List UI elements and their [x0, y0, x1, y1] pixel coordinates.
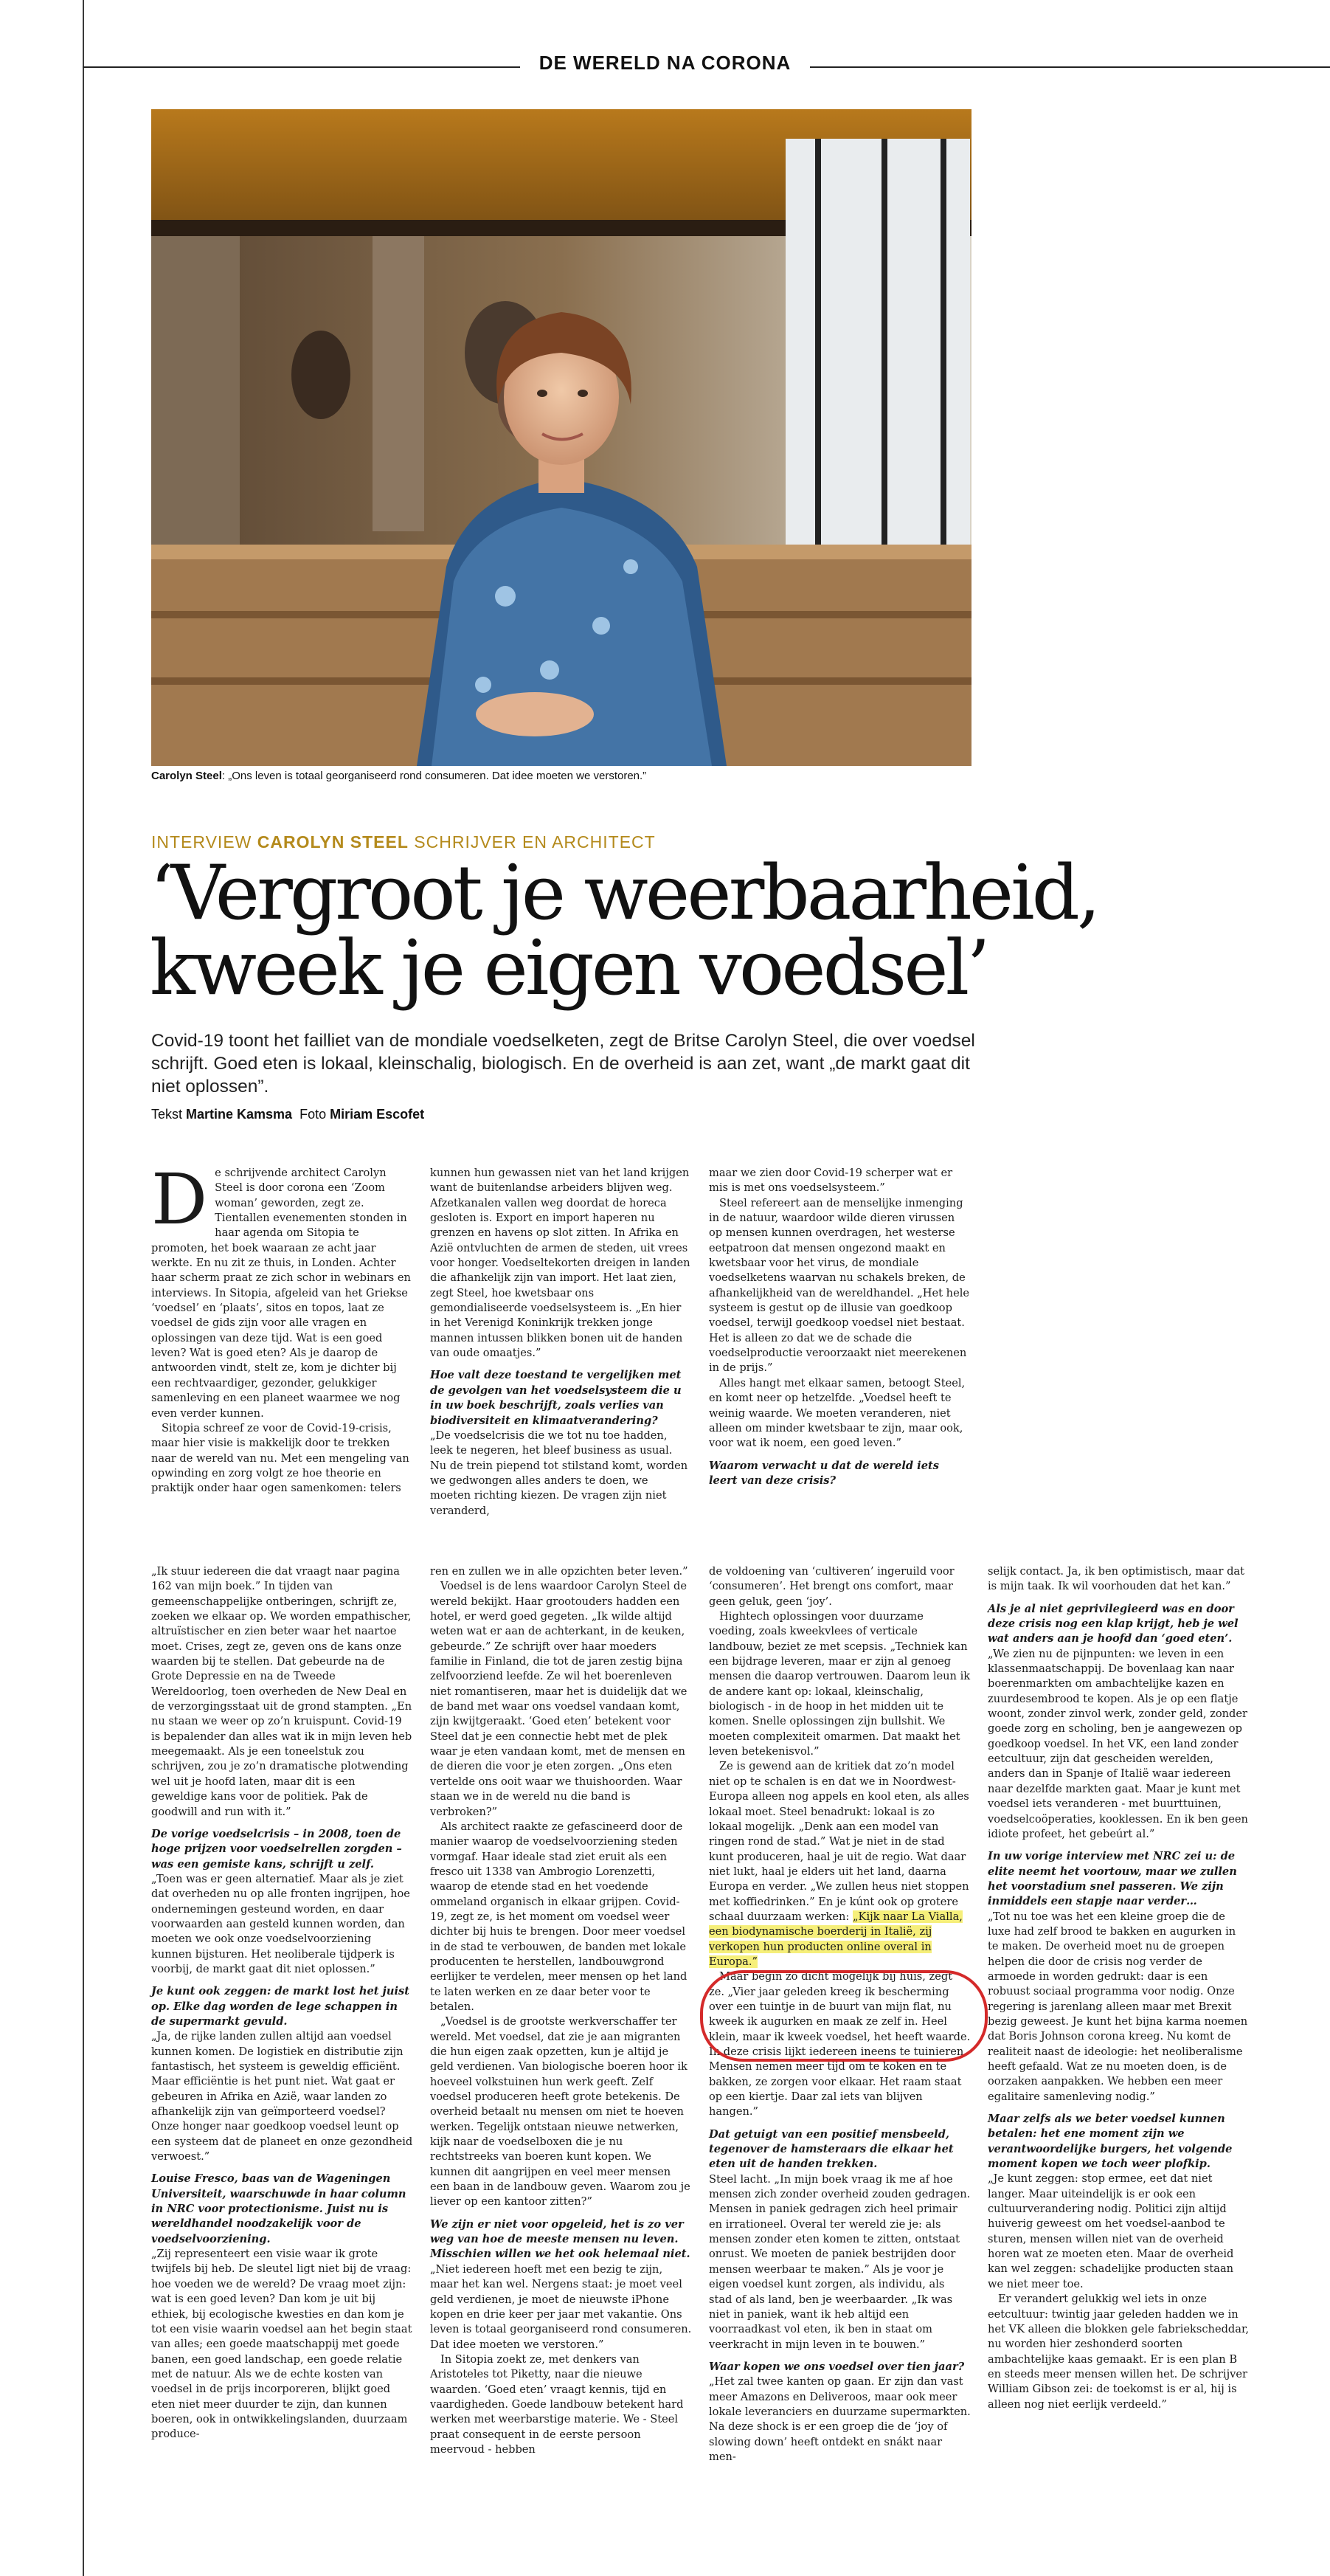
headline-line-2: kweek je eigen voedsel’ — [150, 925, 988, 1012]
paragraph: „We zien nu de pijnpunten: we leven in een klassenmaatschappij. De bovenlaag kan naar boerenmarkten om ambachtelijke kazen en zuurdesembrood te kopen. Als je op een flatje woont, zonder zinvol werk, zonder geld, zonder goede zorg en scholing, ben je aangewezen op goedkoop voedsel. In het VK, een land zonder eetcultuur, zijn dat gescheiden werelden, anders dan in Spanje of Italië waar iedereen naar dezelfde markten gaat. Maar je kunt met voedsel iets veranderen - met buurttuinen, voedselcoöperaties, kooklessen. En ik ben geen idiote profeet, het gebeúrt al.” — [988, 1647, 1248, 1840]
paragraph: „De voedselcrisis die we tot nu toe hadden, leek te negeren, het bleef business as usual. Nu de trein piepend tot stilstand komt, worden we gedwongen alles anders te doen, we moeten richting kiezen. De vragen zijn niet veranderd, — [430, 1429, 688, 1517]
paragraph: kunnen hun gewassen niet van het land krijgen want de buitenlandse arbeiders blijven weg. Afzetkanalen vallen weg doordat de horeca gesloten is. Export en import haperen nu grenzen en havens op slot zitten. In Afrika en Azië ontvluchten de armen de steden, uit vrees voor honger. Voedseltekorten dreigen in landen die afhankelijk zijn van import. Het laat zien, zegt Steel, hoe kwetsbaar ons gemondialiseerde voedselsysteem is. „En hier in het Verenigd Koninkrijk trekken jonge mannen intussen blikken bonen uit de handen van oude omaatjes.” — [430, 1167, 690, 1360]
paragraph: „Niet iedereen hoeft met een bezig te zijn, maar het kan wel. Nergens staat: je moet veel geld verdienen, je moet de nieuwste iPhone kopen en drie keer per jaar met vakantie. Ons leven is totaal georganiseerd rond consumeren. Dat idee moeten we verstoren.” — [430, 2262, 692, 2351]
interview-question: In uw vorige interview met NRC zei u: de elite neemt het voortouw, maar we zullen het voorstadium snel passeren. We zijn inmiddels een stapje naar verder… — [988, 1850, 1237, 1908]
interview-question: Waarom verwacht u dat de wereld iets leert van deze crisis? — [709, 1459, 939, 1487]
bottom-column-2 — [430, 1564, 692, 2457]
paragraph: In Sitopia zoekt ze, met denkers van Aristoteles tot Piketty, naar die nieuwe waarden. ‘Goed eten’ vraagt kennis, tijd en vaardigheden. Goede landbouw betekent hard werken met weerbarstige materie. We - Steel praat consequent in de eerste persoon meervoud - hebben — [430, 2352, 684, 2456]
interview-question: Hoe valt deze toestand te vergelijken met de gevolgen van het voedselsysteem die u in uw boek beschrijft, zoals verlies van biodiversiteit en klimaatverandering? — [430, 1369, 682, 1427]
paragraph: Voedsel is de lens waardoor Carolyn Steel de wereld bekijkt. Haar grootouders hadden een hotel, er werd goed gegeten. „Ik wilde altijd weten wat er aan de achterkant, in de keuken, gebeurde.” Ze schrijft over haar moeders familie in Finland, die tot de jaren zestig bijna zelfvoorziend leefde. Ze wil het boerenleven niet romantiseren, maar het is duidelijk dat we de band met waar ons voedsel vandaan komt, zijn kwijtgeraakt. ‘Goed eten’ betekent voor Steel dat je een connectie hebt met de plek waar je eten vandaan komt, met de mensen en de dieren die voor je eten zorgen. „Ons eten vertelde ons ooit waar we thuishoorden. Waar staan we in de wereld nu die band is verbroken?” — [430, 1580, 687, 1818]
paragraph: „Ja, de rijke landen zullen altijd aan voedsel kunnen komen. De logistiek en distributie zijn fantastisch, het systeem is geweldig efficiënt. Maar efficiëntie is het punt niet. Wat gaat er gebeuren in Afrika en Azië, waar landen zo afhankelijk zijn van geïmporteerd voedsel? Onze honger naar goedkoop voedsel leunt op een systeem dat de planeet en onze gezondheid verwoest.” — [151, 2030, 413, 2164]
caption-quote: : „Ons leven is totaal georganiseerd rond consumeren. Dat idee moeten we verstoren.” — [221, 770, 647, 782]
highlighted-quote: „Kijk naar La Vialla, een biodynamische boerderij in Italië, zij verkopen hun producten online overal in Europa.” — [709, 1910, 963, 1968]
paragraph: „Toen was er geen alternatief. Maar als je ziet dat overheden nu op alle fronten ingrijpen, hoe ondernemingen gesteund worden, en daar voorwaarden aan gesteld kunnen worden, dan moeten we ook onze voedselvoorziening kunnen bijsturen. Het neoliberale tijdperk is voorbij, de markt gaat dit niet oplossen.” — [151, 1872, 410, 1975]
interview-question: Als je al niet geprivilegieerd was en door deze crisis nog een klap krijgt, heb je wel wat anders aan je hoofd dan ‘goed eten’. — [988, 1602, 1239, 1646]
drop-cap: D — [151, 1159, 208, 1240]
paragraph: Steel lacht. „In mijn boek vraag ik me af hoe mensen zich zonder overheid zouden gedragen. Mensen in paniek gedragen zich heel primair en irrationeel. Overal ter wereld zie je: als mensen zonder eten komen te zitten, ontstaat onrust. We moeten de paniek bestrijden door mensen weerbaar te maken.” Als je voor je eigen voedsel kunt zorgen, als individu, als stad of als land, ben je weerbaarder. „Ik was niet in paniek, want ik heb altijd een voorraadkast vol eten, ik ben in staat om veerkracht in mijn leven in te bouwen.” — [709, 2172, 971, 2351]
paragraph: Ze is gewend aan de kritiek dat zo’n model niet op te schalen is en dat we in Noordwest-Europa alleen nog appels en kool eten, als alles lokaal moet. Steel benadrukt: lokaal is zo lokaal mogelijk. „Denk aan een model van ringen rond de stad.” Wat je niet in de stad kunt produceren, haal je uit de regio. Wat daar niet lukt, haal je elders uit het land, daarna Europa en verder. „We zullen heus niet stoppen met koffiedrinken.” En je kúnt ook op grotere schaal duurzaam werken: — [709, 1760, 969, 1923]
section-label: DE WERELD NA CORONA — [520, 52, 811, 75]
paragraph: „Ik stuur iedereen die dat vraagt naar pagina 162 van mijn boek.” In tijden van gemeenschappelijke ontberingen, schrijft ze, zoeken we elkaar op. We worden empathischer, altruïstischer en zien beter waar het naartoe moet. Crises, zegt ze, geven ons de kans onze waarden bij te stellen. Dat gebeurde na de Grote Depressie en na de Tweede Wereldoorlog, toen overheden de New Deal en de verzorgingsstaat uit de grond stampten. „En nu staan we weer op zo’n kruispunt. Covid-19 is bepalender dan alles wat ik in mijn leven heb meegemaakt. Als je een toneelstuk zou schrijven, zou je zo’n dramatische plotwending wel uit je hoofd laten, maar dit is een geweldige kans voor de politiek. Pak de goodwill and run with it.” — [151, 1565, 412, 1818]
byline-photographer: Miriam Escofet — [330, 1107, 425, 1122]
left-margin-rule — [83, 0, 84, 2576]
kicker-name: CAROLYN STEEL — [257, 832, 409, 852]
interview-question: Waar kopen we ons voedsel over tien jaar? — [709, 2360, 965, 2373]
paragraph: „Voedsel is de grootste werkverschaffer ter wereld. Met voedsel, dat zie je aan migranten die hun eigen zaak opzetten, kun je altijd je geld verdienen. Van biologische boeren hoor ik hoeveel volkstuinen hun werk geeft. Zelf voedsel produceren heeft grote betekenis. De overheid betaalt nu mensen om niet te hoeven werken. Tegelijk ontstaan nieuwe netwerken, kijk naar de voedselboxen die je nu rechtstreeks van boeren kunt kopen. We kunnen dit aangrijpen en veel meer mensen een baan in de landbouw geven. Waarom zou je liever op een kantoor zitten?” — [430, 2015, 690, 2209]
paragraph: „Tot nu toe was het een kleine groep die de luxe had zelf brood te bakken en augurken in te maken. De overheid moet nu de groepen helpen die door de crisis nog verder de armoede in worden gedrukt: daar is een robuust sociaal programma voor nodig. Onze regering is jarenlang alleen maar met Brexit bezig geweest. Je kunt het bijna karma noemen dat Boris Johnson corona kreeg. Nu komt de realiteit naast de ideologie: het neoliberalisme heeft gefaald. Wat ze nu moeten doen, is de oorzaken aanpakken. We hebben een meer egalitaire samenleving nodig.” — [988, 1910, 1248, 2103]
intro-lede: Covid-19 toont het failliet van de mondiale voedselketen, zegt de Britse Carolyn Steel, die over voedsel schrijft. Goed eten is lokaal, kleinschalig, biologisch. En de overheid is aan zet, want „de markt gaat dit niet oplossen”. — [151, 1031, 975, 1097]
top-column-1 — [151, 1159, 413, 1496]
paragraph: „Je kunt zeggen: stop ermee, eet dat niet langer. Maar uiteindelijk is er ook een cultuurverandering nodig. Politici zijn altijd huiverig geweest om het voedsel-aanbod te sturen, mensen willen niet van de overheid horen wat ze moeten eten. Maar de overheid kan wel zeggen: schadelijke producten staan we niet meer toe. — [988, 2172, 1234, 2290]
interview-question: Dat getuigt van een positief mensbeeld, tegenover de hamsteraars die elkaar het eten uit de handen trekken. — [709, 2127, 954, 2171]
paragraph: Steel refereert aan de menselijke inmenging in de natuur, waardoor wilde dieren virussen op mensen kunnen overdragen, het westerse eetpatroon dat mensen ongezond maakt en kwetsbaar voor het virus, de mondiale voedselketens waarvan nu schakels breken, de afhankelijkheid van de wereldhandel. „Het hele systeem is gestut op de illusie van goedkoop voedsel, terwijl goedkoop voedsel niet bestaat. Het is alleen zo dat we de schade die voedselproductie veroorzaakt niet meerekenen in de prijs.” — [709, 1196, 970, 1375]
paragraph: Er verandert gelukkig wel iets in onze eetcultuur: twintig jaar geleden hadden we in het VK alleen die blokken gele fabriekscheddar, nu worden hier zeshonderd soorten ambachtelijke kaas gemaakt. Er is een plan B en steeds meer mensen willen het. De schrijver William Gibson zei: de toekomst is er al, hij is alleen nog niet eerlijk verdeeld.” — [988, 2293, 1249, 2411]
top-column-3 — [709, 1166, 971, 1488]
bottom-column-4 — [988, 1564, 1250, 2412]
paragraph: Maar begin zo dicht mogelijk bij huis, zegt ze. „Vier jaar geleden kreeg ik bescherming over een tuintje in de buurt van mijn flat, nu kweek ik augurken en maak ze zelf in. Heel klein, maar ik kweek voedsel, het heeft waarde. In deze crisis lijkt iedereen ineens te tuinieren. Mensen nemen meer tijd om te koken en te bakken, ze zorgen voor elkaar. Het raam staat op een kiertje. Daar zal iets van blijven hangen.” — [709, 1970, 971, 2119]
interview-question: De vorige voedselcrisis – in 2008, toen de hoge prijzen voor voedselrellen zorgden – was een gemiste kans, schrijft u zelf. — [151, 1827, 402, 1871]
interview-question: Je kunt ook zeggen: de markt lost het juist op. Elke dag worden de lege schappen in de supermarkt gevuld. — [151, 1985, 409, 2028]
red-annotation-circle — [700, 1970, 988, 2062]
portrait-photo — [151, 109, 971, 766]
headline-line-1: ‘Vergroot je weerbaarheid, — [150, 849, 1098, 937]
top-column-2 — [430, 1166, 692, 1519]
byline-photo-label: Foto — [292, 1107, 330, 1122]
headline — [150, 849, 1197, 1012]
interview-question: Louise Fresco, baas van de Wageningen Universiteit, waarschuwde in haar column in NRC voor protectionisme. Juist nu is wereldhandel noodzakelijk voor de voedselvoorziening. — [151, 2172, 406, 2245]
paragraph: „Het zal twee kanten op gaan. Er zijn dan vast meer Amazons en Deliveroos, maar ook meer lokale leveranciers en duurzame supermarkten. Na deze shock is er een groep die de ‘joy of slowing down’ heeft ontdekt en snákt naar men- — [709, 2375, 971, 2463]
paragraph: maar we zien door Covid-19 scherper wat er mis is met ons voedselsysteem.” — [709, 1167, 953, 1195]
paragraph: Sitopia schreef ze voor de Covid-19-crisis, maar hier visie is makkelijk door te trekken naar de wereld van nu. Met een mengeling van opwinding en zorg volgt ze hoe theorie en praktijk onder haar ogen samenkomen: telers — [151, 1421, 409, 1495]
paragraph: e schrijvende architect Carolyn Steel is door corona een ‘Zoom woman’ geworden, zegt ze. Tientallen evenementen stonden in haar agenda om Sitopia te promoten, het boek waaraan ze acht jaar werkte. En nu zit ze thuis, in Londen. Achter haar scherm praat ze zich schor in webinars en interviews. In Sitopia, afgeleid van het Griekse ‘voedsel’ en ‘plaats’, sitos en topos, laat ze voedsel de gids zijn voor alle vragen en oplossingen van deze tijd. Wat is een goed leven? Wat is goed eten? Als je daarop de antwoorden vindt, stelt ze, kom je dichter bij een rechtvaardiger, gezonder, gelukkiger samenleving en een planeet waarmee we nog even verder kunnen. — [151, 1167, 411, 1420]
paragraph: Als architect raakte ze gefascineerd door de manier waarop de voedselvoorziening steden vormgaf. Haar ideale stad ziet eruit als een fresco uit 1338 van Ambrogio Lorenzetti, waarop de etende stad en het voedende ommeland organisch in elkaar grijpen. Covid-19, zegt ze, is het moment om voedsel weer dichter bij huis te brengen. Door meer voedsel in de stad te verbouwen, de banden met lokale producenten te herstellen, landbouwgrond eerlijker te verdelen, meer mensen op het land te laten werken en ze daar beter voor te betalen. — [430, 1820, 687, 2013]
byline — [151, 1107, 424, 1122]
section-header — [0, 52, 1330, 75]
kicker-prefix: INTERVIEW — [151, 832, 257, 852]
paragraph: ren en zullen we in alle opzichten beter leven.” — [430, 1565, 688, 1578]
bottom-column-1 — [151, 1564, 413, 2442]
paragraph: selijk contact. Ja, ik ben optimistisch, maar dat is mijn taak. Ik wil voorhouden dat het kan.” — [988, 1565, 1244, 1593]
interview-question: Maar zelfs als we beter voedsel kunnen betalen: het ene moment zijn we verantwoordelijke burgers, het volgende moment kopen we toch weer plofkip. — [988, 2113, 1233, 2171]
byline-author: Martine Kamsma — [186, 1107, 293, 1122]
paragraph: „Zij representeert een visie waar ik grote twijfels bij heb. De sleutel ligt niet bij de vraag: hoe voeden we de wereld? De vraag moet zijn: wat is een goed leven? Dan kom je uit bij ethiek, bij ecologische kwesties en dan kom je tot een visie waarin voedsel aan het begin staat van alles; een goede maatschappij met goede banen, een goed landschap, een goede relatie met de natuur. Als we de echte kosten van voedsel in de prijs incorporeren, blijkt goed eten niet meer duurder te zijn, dan kunnen boeren, ook in ontwikkelingslanden, duurzaam produce- — [151, 2248, 412, 2441]
photo-caption — [151, 770, 1036, 782]
kicker-suffix: SCHRIJVER EN ARCHITECT — [408, 832, 656, 852]
caption-name: Carolyn Steel — [151, 770, 222, 782]
byline-text-label: Tekst — [151, 1107, 187, 1122]
interview-question: We zijn er niet voor opgeleid, het is zo ver weg van hoe de meeste mensen nu leven. Misschien willen we het ook helemaal niet. — [430, 2217, 690, 2261]
paragraph: de voldoening van ‘cultiveren’ ingeruild voor ‘consumeren’. Het brengt ons comfort, maar geen geluk, geen ‘joy’. — [709, 1565, 955, 1608]
paragraph-with-highlight — [709, 1759, 971, 1969]
paragraph: Hightech oplossingen voor duurzame voeding, zoals kweekvlees of verticale landbouw, beziet ze met scepsis. „Techniek kan een bijdrage leveren, maar er zijn al genoeg mensen die daarop vertrouwen. Daarom leun ik de andere kant op: lokaal, kleinschalig, biologisch - in de hoop in het midden uit te komen. Snelle oplossingen zijn bullshit. We moeten complexiteit omarmen. Dat maakt het leven betekenisvol.” — [709, 1610, 971, 1758]
paragraph: Alles hangt met elkaar samen, betoogt Steel, en komt neer op hetzelfde. „Voedsel heeft te weinig waarde. We moeten veranderen, niet alleen om minder kwetsbaar te zijn, maar ook, voor wat ik noem, een goed leven.” — [709, 1376, 966, 1450]
